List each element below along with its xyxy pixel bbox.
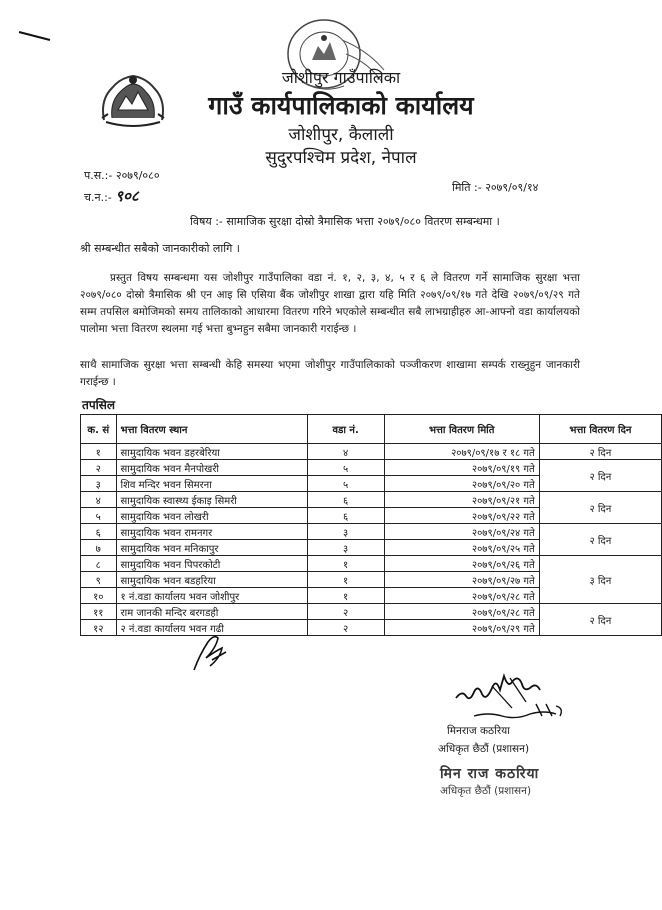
table-row	[81, 524, 662, 540]
title-stamp: अधिकृत छैठौं (प्रशासन)	[440, 785, 532, 797]
cell-date: २०७९/०९/१७ र १८ गते	[384, 444, 539, 460]
cell-ward: ४	[307, 444, 384, 460]
cell-days: २ दिन	[539, 604, 661, 636]
cell-place: सामुदायिक भवन मैनपोखरी	[116, 460, 307, 476]
table-row	[81, 556, 662, 572]
cell-days: ३ दिन	[539, 556, 661, 604]
cell-date: २०७९/०९/२७ गते	[384, 572, 539, 588]
cell-place: राम जानकी मन्दिर बरगडही	[116, 604, 307, 620]
cell-date: २०७९/०९/२८ गते	[384, 604, 539, 620]
cell-date: २०७९/०९/२१ गते	[384, 492, 539, 508]
header-ward: वडा नं.	[307, 415, 384, 444]
cell-date: २०७९/०९/२८ गते	[384, 588, 539, 604]
cell-place: सामुदायिक भवन मनिकापुर	[116, 540, 307, 556]
cell-date: २०७९/०९/२९ गते	[384, 620, 539, 636]
cell-date: २०७९/०९/२५ गते	[384, 540, 539, 556]
cell-place: शिव मन्दिर भवन सिमरना	[116, 476, 307, 492]
cell-serial: ११	[81, 604, 117, 620]
cell-place: २ नं.वडा कार्यालय भवन गढी	[116, 620, 307, 636]
cell-days: २ दिन	[539, 524, 661, 556]
cell-ward: ३	[307, 540, 384, 556]
cell-place: सामुदायिक भवन बडहरिया	[116, 572, 307, 588]
office-title: गाउँ कार्यपालिकाको कार्यालय	[208, 91, 474, 120]
header-serial: क. सं	[81, 415, 117, 444]
cell-date: २०७९/०९/२० गते	[384, 476, 539, 492]
cell-days: २ दिन	[539, 492, 661, 524]
cell-place: सामुदायिक भवन लोखरी	[116, 508, 307, 524]
cell-days: २ दिन	[539, 460, 661, 492]
officer-signature	[452, 668, 572, 728]
cell-date: २०७९/०९/१९ गते	[384, 460, 539, 476]
cell-serial: ३	[81, 476, 117, 492]
name-stamp: मिन राज कठरिया	[440, 766, 540, 782]
dispatch-number-value: ९०८	[115, 187, 139, 205]
municipality-name: जोशीपुर गाउँपालिका	[281, 68, 401, 87]
table-header-row	[81, 415, 662, 444]
cell-serial: ४	[81, 492, 117, 508]
cell-ward: ५	[307, 460, 384, 476]
dispatch-number	[84, 186, 139, 206]
cell-serial: ८	[81, 556, 117, 572]
header-days: भत्ता वितरण दिन	[539, 415, 661, 444]
letter-date: मिति :- २०७९/०९/१४	[452, 181, 539, 194]
cell-place: सामुदायिक भवन पिपरकोटी	[116, 556, 307, 572]
salutation: श्री सम्बन्धीत सबैको जानकारीको लागि ।	[80, 242, 240, 255]
cell-ward: १	[307, 588, 384, 604]
cell-place: सामुदायिक स्वास्थ्य ईकाइ सिमरी	[116, 492, 307, 508]
cell-serial: १२	[81, 620, 117, 636]
cell-ward: २	[307, 620, 384, 636]
scan-mark	[18, 30, 52, 42]
cell-serial: ७	[81, 540, 117, 556]
table-row	[81, 460, 662, 476]
cell-ward: ३	[307, 524, 384, 540]
office-province: सुदुरपश्चिम प्रदेश, नेपाल	[265, 148, 417, 168]
body-paragraph-2: साथै सामाजिक सुरक्षा भत्ता सम्बन्धी केहि समस्या भएमा जोशीपुर गाउँपालिकाको पञ्जीकरण शाखामा सम्पर्क राख्नुहुन जानकारी गराईन्छ ।	[80, 359, 580, 388]
table-row	[81, 444, 662, 460]
signatory-title: अधिकृत छैठौं (प्रशासन)	[438, 743, 530, 755]
cell-ward: ६	[307, 508, 384, 524]
body-paragraph-1: प्रस्तुत विषय सम्बन्धमा यस जोशीपुर गाउँपालिका वडा नं. १, २, ३, ४, ५ र ६ ले वितरण गर्ने सामाजिक सुरक्षा भत्ता २०७९/०८० दोस्रो त्रैमासिक श्री एन आइ सि एसिया बैंक जोशीपुर शाखा द्वारा यहि मिति २०७९/०९/१७ गते देखि २०७९/०९/२९ गते सम्म तपसिल बमोजिमको समय तालिकाको आधारमा वितरण गरिने भएकोले सम्बन्धीत सबै लाभग्राहीहरु आ-आफ्नो वडा कार्यालयको पालोमा भत्ता वितरण स्थलमा गई भत्ता बुभ्नहुन सबैमा जानकारी गराईन्छ ।	[80, 272, 580, 335]
cell-date: २०७९/०९/२६ गते	[384, 556, 539, 572]
cell-serial: १	[81, 444, 117, 460]
schedule-title: तपसिल	[82, 398, 116, 412]
cell-days: २ दिन	[539, 444, 661, 460]
dispatch-number-label: च.न.:-	[84, 191, 112, 204]
cell-ward: ६	[307, 492, 384, 508]
cell-serial: ५	[81, 508, 117, 524]
office-location: जोशीपुर, कैलाली	[288, 125, 394, 145]
header-date: भत्ता वितरण मिति	[384, 415, 539, 444]
cell-date: २०७९/०९/२२ गते	[384, 508, 539, 524]
table-row	[81, 492, 662, 508]
cell-serial: ९	[81, 572, 117, 588]
cell-serial: २	[81, 460, 117, 476]
signatory-name: मिनराज कठरिया	[447, 725, 510, 737]
cell-place: १ नं.वडा कार्यालय भवन जोशीपुर	[116, 588, 307, 604]
header-place: भत्ता वितरण स्थान	[116, 415, 307, 444]
cell-ward: ५	[307, 476, 384, 492]
initials-signature	[190, 630, 230, 674]
cell-ward: २	[307, 604, 384, 620]
cell-place: सामुदायिक भवन डहरबेरिया	[116, 444, 307, 460]
cell-date: २०७९/०९/२४ गते	[384, 524, 539, 540]
cell-ward: १	[307, 572, 384, 588]
cell-ward: १	[307, 556, 384, 572]
letter-subject: विषय :- सामाजिक सुरक्षा दोस्रो त्रैमासिक भत्ता २०७९/०८० वितरण सम्बन्धमा ।	[190, 215, 500, 228]
distribution-schedule-table	[80, 414, 662, 636]
cell-serial: १०	[81, 588, 117, 604]
table-row	[81, 604, 662, 620]
letter-reference-number: प.स.:- २०७९/०८०	[84, 169, 160, 182]
cell-serial: ६	[81, 524, 117, 540]
cell-place: सामुदायिक भवन रामनगर	[116, 524, 307, 540]
